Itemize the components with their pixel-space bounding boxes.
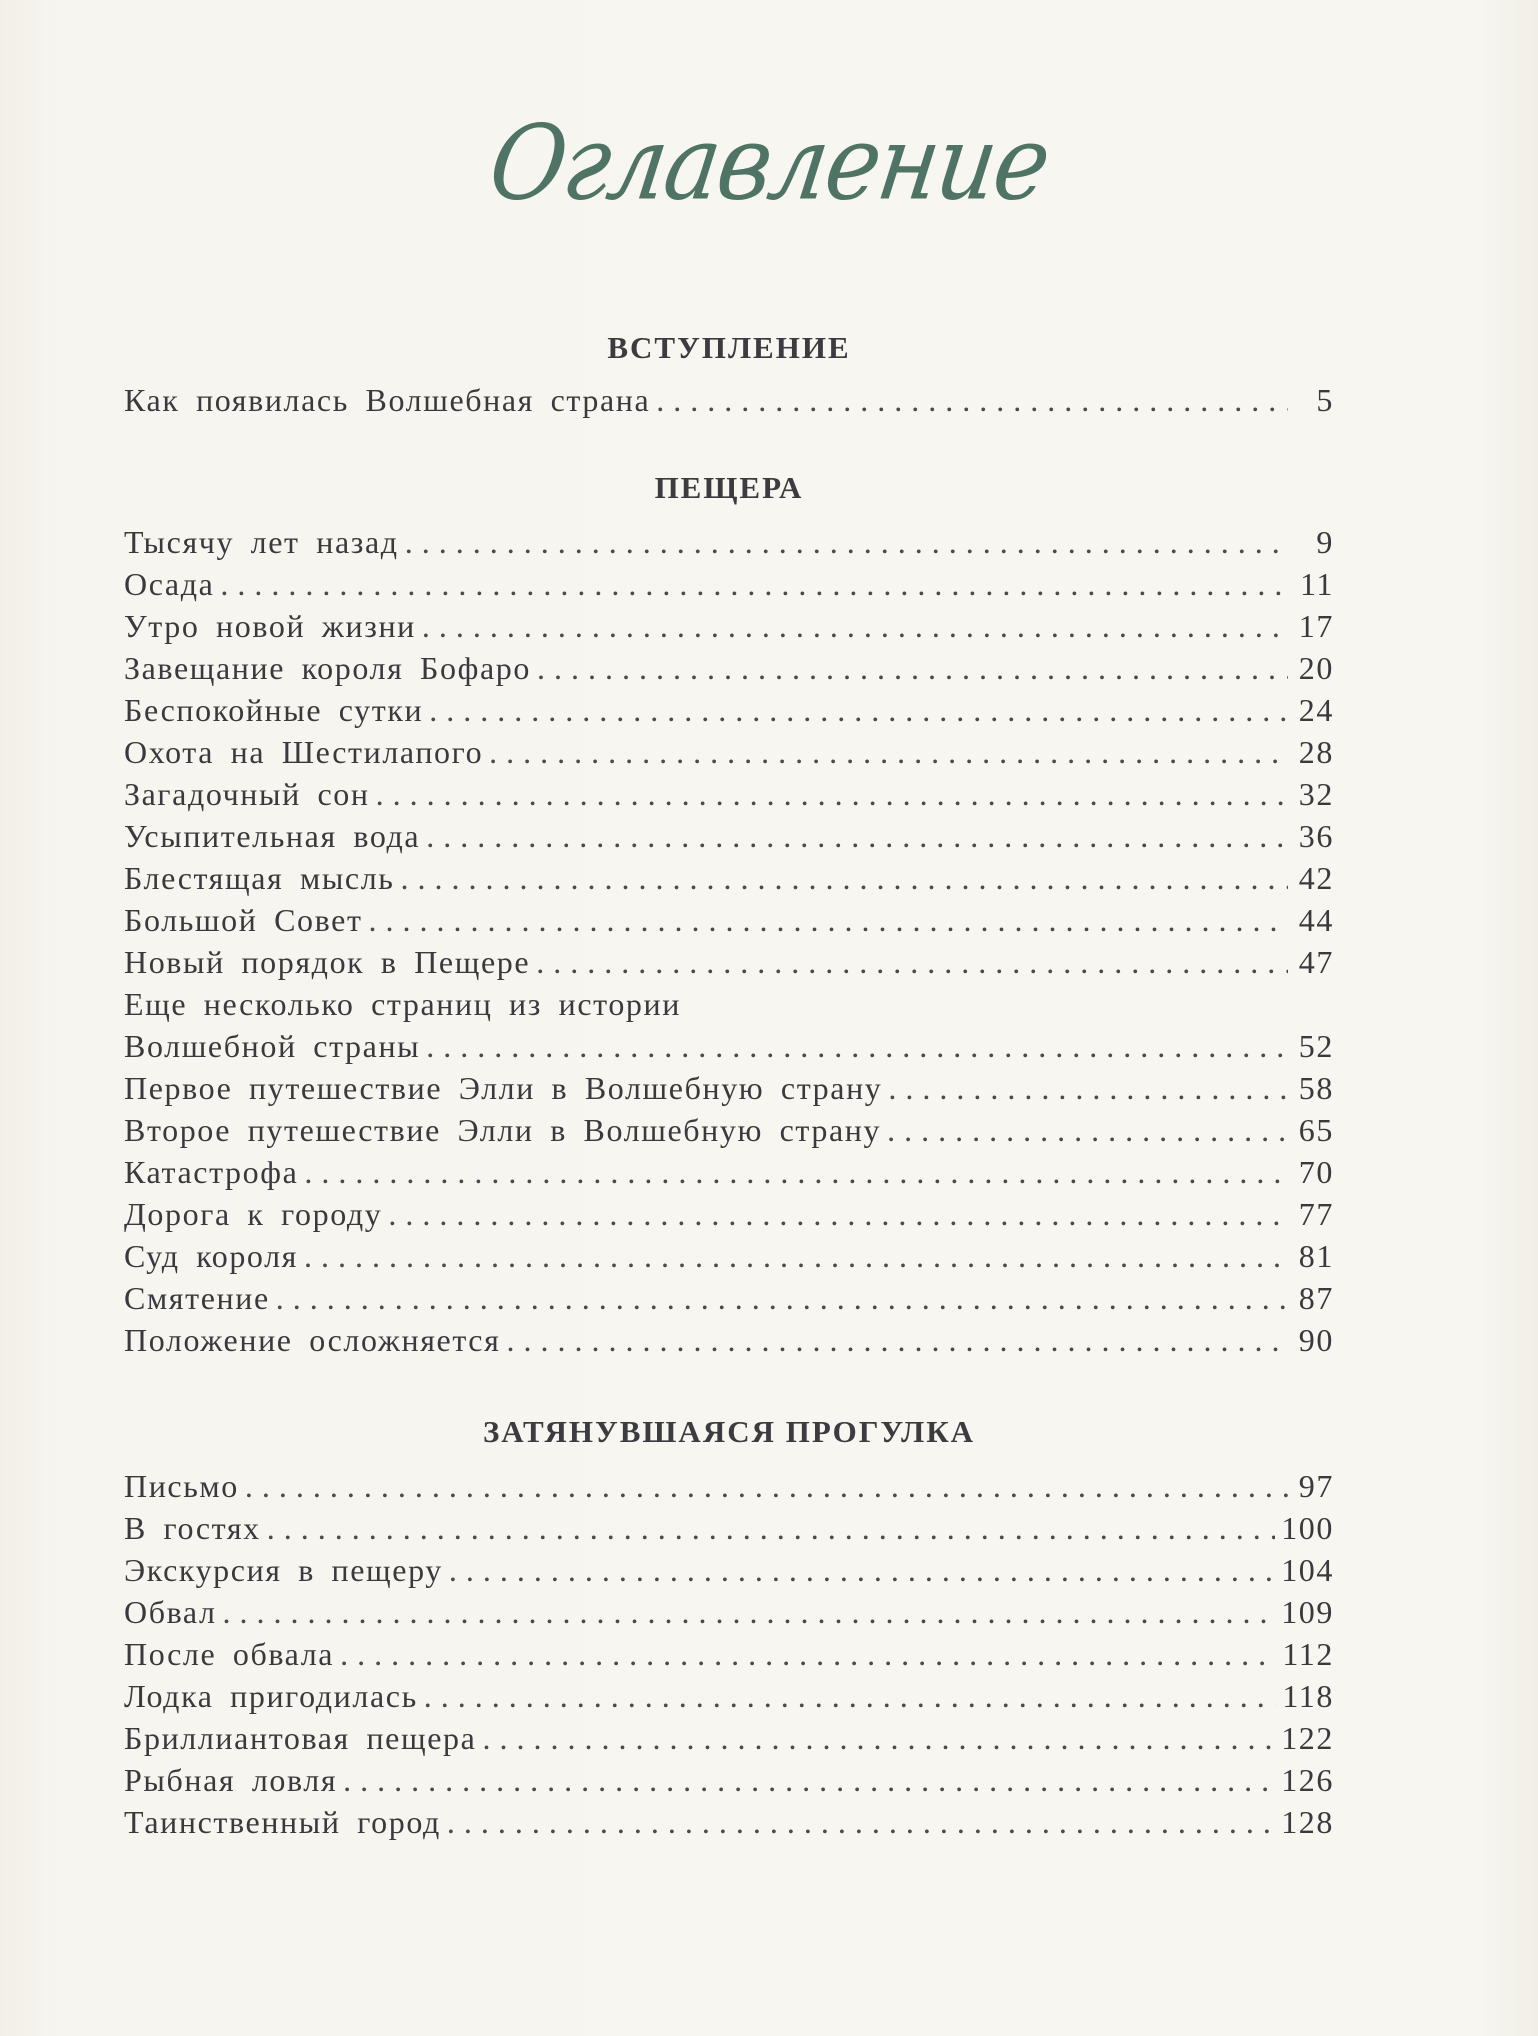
leader-dots	[220, 568, 1288, 600]
leader-dots	[405, 526, 1288, 558]
toc-entry-label: Волшебной страны	[124, 1028, 421, 1064]
toc-entry	[124, 1072, 1334, 1104]
toc-entry-label: Утро новой жизни	[124, 608, 416, 644]
title-block	[0, 103, 1538, 224]
toc-entry-page: 24	[1298, 692, 1334, 728]
toc-entry-page: 11	[1299, 566, 1334, 602]
section-heading: ПЕЩЕРА	[654, 470, 804, 505]
toc-entry-page: 112	[1282, 1636, 1334, 1672]
toc-entry-label: Большой Совет	[124, 902, 363, 938]
leader-dots	[429, 694, 1288, 726]
toc-entry-label: Загадочный сон	[124, 776, 370, 812]
toc-entry	[124, 820, 1334, 852]
leader-dots	[340, 1638, 1276, 1670]
toc-entry-page: 87	[1298, 1280, 1334, 1316]
toc-entry	[124, 1596, 1334, 1628]
toc-entry-page: 77	[1298, 1196, 1334, 1232]
toc-entry	[124, 1512, 1334, 1544]
toc-entry	[124, 526, 1334, 558]
toc-entry	[124, 1030, 1334, 1062]
toc-entry-label: Новый порядок в Пещере	[124, 944, 531, 980]
toc-entry-label: Осада	[124, 566, 215, 602]
toc-entry-label: Письмо	[124, 1468, 239, 1504]
toc-entry-page: 36	[1298, 818, 1334, 854]
toc-entry-label: Лодка пригодилась	[124, 1678, 418, 1714]
toc-entry	[124, 946, 1334, 978]
toc-entry-label: Дорога к городу	[124, 1196, 383, 1232]
leader-dots	[506, 1324, 1288, 1356]
toc-entry-label: Беспокойные сутки	[124, 692, 424, 728]
toc-entry-label: Катастрофа	[124, 1154, 299, 1190]
toc-entry-page: 47	[1298, 944, 1334, 980]
toc-entry	[124, 778, 1334, 810]
toc-entry	[124, 384, 1334, 416]
toc-entry-label: Положение осложняется	[124, 1322, 501, 1358]
toc-entry-label: Смятение	[124, 1280, 270, 1316]
toc-entry	[124, 904, 1334, 936]
section-heading: ВСТУПЛЕНИЕ	[607, 330, 851, 365]
toc-entry-label: Суд короля	[124, 1238, 298, 1274]
toc-entry	[124, 1282, 1334, 1314]
toc-entry	[124, 1324, 1334, 1356]
toc-entry	[124, 1198, 1334, 1230]
toc-entry-page: 42	[1298, 860, 1334, 896]
toc-entry-label: Экскурсия в пещеру	[124, 1552, 443, 1588]
toc-entry-label: Обвал	[124, 1594, 217, 1630]
toc-entry	[124, 1722, 1334, 1754]
toc-entry-label: В гостях	[124, 1510, 261, 1546]
leader-dots	[489, 736, 1288, 768]
leader-dots	[447, 1806, 1275, 1838]
toc-entry	[124, 988, 1334, 1020]
leader-dots	[887, 1114, 1288, 1146]
toc-entry-page: 44	[1298, 902, 1334, 938]
leader-dots	[369, 904, 1288, 936]
leader-dots	[424, 1680, 1277, 1712]
toc-entry-label: Второе путешествие Элли в Волшебную страну	[124, 1112, 882, 1148]
toc-entry-page: 5	[1316, 382, 1334, 418]
leader-dots	[376, 778, 1288, 810]
leader-dots	[304, 1240, 1288, 1272]
toc-entry-label: Усыпительная вода	[124, 818, 421, 854]
toc-entry-label: Еще несколько страниц из истории	[124, 986, 681, 1022]
toc-entry-page: 100	[1281, 1510, 1334, 1546]
section-heading: ЗАТЯНУВШАЯСЯ ПРОГУЛКА	[482, 1414, 976, 1449]
toc-entry-label: После обвала	[124, 1636, 335, 1672]
toc-entry-label: Первое путешествие Элли в Волшебную страну	[124, 1070, 883, 1106]
page-title: Оглавление	[482, 103, 1056, 224]
toc-entry-page: 118	[1282, 1678, 1334, 1714]
toc-entry	[124, 1764, 1334, 1796]
toc-entry-label: Рыбная ловля	[124, 1762, 338, 1798]
toc-entry-page: 9	[1316, 524, 1334, 560]
leader-dots	[426, 1030, 1288, 1062]
leader-dots	[276, 1282, 1288, 1314]
toc-entry-page: 109	[1281, 1594, 1334, 1630]
leader-dots	[537, 652, 1288, 684]
leader-dots	[449, 1554, 1275, 1586]
toc-entry	[124, 1470, 1334, 1502]
toc-entry-page: 32	[1298, 776, 1334, 812]
toc-entry	[124, 1554, 1334, 1586]
toc-entry	[124, 652, 1334, 684]
toc-entry-label: Охота на Шестилапого	[124, 734, 484, 770]
toc-entry-page: 58	[1298, 1070, 1334, 1106]
leader-dots	[888, 1072, 1288, 1104]
toc-entry-page: 97	[1298, 1468, 1334, 1504]
toc-entry	[124, 1680, 1334, 1712]
leader-dots	[223, 1596, 1276, 1628]
toc-entry	[124, 1156, 1334, 1188]
toc-entry-page: 122	[1281, 1720, 1334, 1756]
leader-dots	[422, 610, 1288, 642]
toc-entry-label: Бриллиантовая пещера	[124, 1720, 477, 1756]
leader-dots	[400, 862, 1288, 894]
toc-entry-label: Завещание короля Бофаро	[124, 650, 531, 686]
leader-dots	[426, 820, 1288, 852]
leader-dots	[343, 1764, 1275, 1796]
toc-entry-page: 81	[1298, 1238, 1334, 1274]
toc-entry-page: 70	[1298, 1154, 1334, 1190]
toc-entry-page: 28	[1298, 734, 1334, 770]
leader-dots	[656, 384, 1288, 416]
leader-dots	[536, 946, 1288, 978]
leader-dots	[388, 1198, 1288, 1230]
toc-entry-page: 128	[1281, 1804, 1334, 1840]
leader-dots	[267, 1512, 1275, 1544]
toc-entry-page: 126	[1281, 1762, 1334, 1798]
toc-entry-label: Таинственный город	[124, 1804, 441, 1840]
toc-entry-page: 17	[1298, 608, 1334, 644]
toc-entry	[124, 862, 1334, 894]
toc-entry-page: 104	[1281, 1552, 1334, 1588]
toc-entry-page: 90	[1298, 1322, 1334, 1358]
toc-entry	[124, 1638, 1334, 1670]
toc-entry	[124, 568, 1334, 600]
toc-entry-label: Блестящая мысль	[124, 860, 395, 896]
toc-entry-label: Как появилась Волшебная страна	[124, 382, 651, 418]
toc-entry	[124, 610, 1334, 642]
toc-entry-page: 52	[1298, 1028, 1334, 1064]
toc-entry	[124, 1806, 1334, 1838]
toc-entry	[124, 736, 1334, 768]
toc-entry	[124, 1240, 1334, 1272]
toc-entry	[124, 1114, 1334, 1146]
leader-dots	[245, 1470, 1288, 1502]
leader-dots	[304, 1156, 1288, 1188]
toc-entry	[124, 694, 1334, 726]
toc-entry-page: 20	[1298, 650, 1334, 686]
toc-entry-label: Тысячу лет назад	[124, 524, 399, 560]
toc-entry-page: 65	[1298, 1112, 1334, 1148]
leader-dots	[482, 1722, 1275, 1754]
